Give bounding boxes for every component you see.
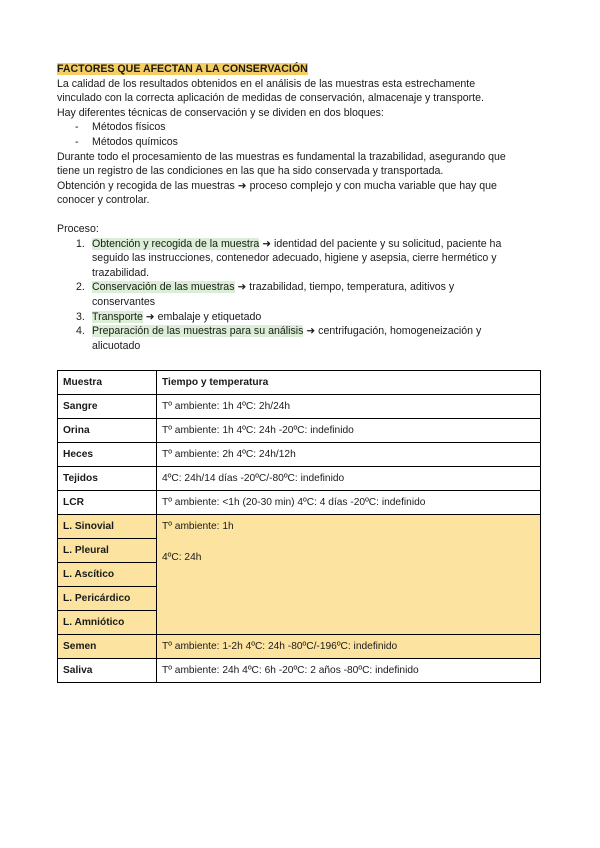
table-row (58, 467, 541, 491)
list-item: 4. Preparación de las muestras para su análisis ➜ centrifugación, homogeneización y alicuotado (76, 325, 482, 352)
paragraph-line: conocer y controlar. (57, 194, 150, 207)
page-title: FACTORES QUE AFECTAN A LA CONSERVACIÓN (57, 63, 308, 75)
muestra-cell: L. Sinovial (58, 515, 157, 539)
list-item: 1. Obtención y recogida de la muestra ➜ identidad del paciente y su solicitud, paciente ha seguido las instrucciones, contenedor adecuado, higiene y asepsia, cierre hermético y trazabilidad. (76, 237, 502, 279)
list-item: - Métodos físicos (75, 121, 166, 134)
valor-cell: Tº ambiente: <1h (20-30 min) 4ºC: 4 días -20ºC: indefinido (157, 491, 541, 515)
conservation-table (57, 370, 541, 683)
valor-cell: 4ºC: 24h/14 días -20ºC/-80ºC: indefinido (157, 467, 541, 491)
muestra-cell: Sangre (58, 395, 157, 419)
table-row (58, 443, 541, 467)
intro-line: La calidad de los resultados obtenidos en el análisis de las muestras esta estrechamente (57, 77, 476, 90)
bloques-list (57, 120, 547, 149)
valor-cell: Tº ambiente: 1-2h 4ºC: 24h -80ºC/-196ºC: indefinido (157, 635, 541, 659)
table-header-row (58, 371, 541, 395)
muestra-cell: L. Amniótico (58, 611, 157, 635)
valor-line: 4ºC: 24h (162, 552, 202, 563)
table-row (58, 659, 541, 683)
step-highlight: Preparación de las muestras para su análisis (92, 325, 304, 338)
muestra-cell: L. Ascítico (58, 563, 157, 587)
table-row (58, 635, 541, 659)
paragraph-line: Durante todo el procesamiento de las muestras es fundamental la trazabilidad, asegurando que (57, 150, 506, 163)
valor-cell: Tº ambiente: 2h 4ºC: 24h/12h (157, 443, 541, 467)
table-row (58, 419, 541, 443)
intro-line: vinculado con la correcta aplicación de medidas de conservación, almacenaje y transporte. (57, 92, 484, 105)
header-cell: Muestra (58, 371, 157, 395)
muestra-cell: Tejidos (58, 467, 157, 491)
muestra-cell: L. Pleural (58, 539, 157, 563)
list-item: 3. Transporte ➜ embalaje y etiquetado (76, 310, 262, 323)
list-item: - Métodos químicos (75, 135, 178, 148)
muestra-cell: L. Pericárdico (58, 587, 157, 611)
valor-cell: Tº ambiente: 24h 4ºC: 6h -20ºC: 2 años -80ºC: indefinido (157, 659, 541, 683)
proceso-list (57, 237, 547, 354)
step-highlight: Transporte (92, 310, 143, 323)
step-highlight: Conservación de las muestras (92, 281, 235, 294)
step-highlight: Obtención y recogida de la muestra (92, 237, 260, 250)
paragraph-line: Obtención y recogida de las muestras ➜ proceso complejo y con mucha variable que hay que (57, 179, 497, 192)
merged-valor-cell (157, 515, 541, 635)
valor-cell: Tº ambiente: 1h 4ºC: 24h -20ºC: indefinido (157, 419, 541, 443)
muestra-cell: Orina (58, 419, 157, 443)
muestra-cell: LCR (58, 491, 157, 515)
list-item: 2. Conservación de las muestras ➜ trazabilidad, tiempo, temperatura, aditivos y conservantes (76, 281, 455, 308)
muestra-cell: Saliva (58, 659, 157, 683)
valor-cell: Tº ambiente: 1h 4ºC: 2h/24h (157, 395, 541, 419)
table-row (58, 515, 541, 539)
table-row (58, 395, 541, 419)
proceso-label: Proceso: (57, 222, 99, 235)
table-row (58, 491, 541, 515)
intro-line: Hay diferentes técnicas de conservación y se dividen en dos bloques: (57, 106, 384, 119)
muestra-cell: Heces (58, 443, 157, 467)
document-body (57, 62, 547, 353)
paragraph-line: tiene un registro de las condiciones en las que ha sido conservada y transportada. (57, 165, 444, 178)
header-cell: Tiempo y temperatura (157, 371, 541, 395)
valor-line: Tº ambiente: 1h (162, 521, 234, 532)
muestra-cell: Semen (58, 635, 157, 659)
